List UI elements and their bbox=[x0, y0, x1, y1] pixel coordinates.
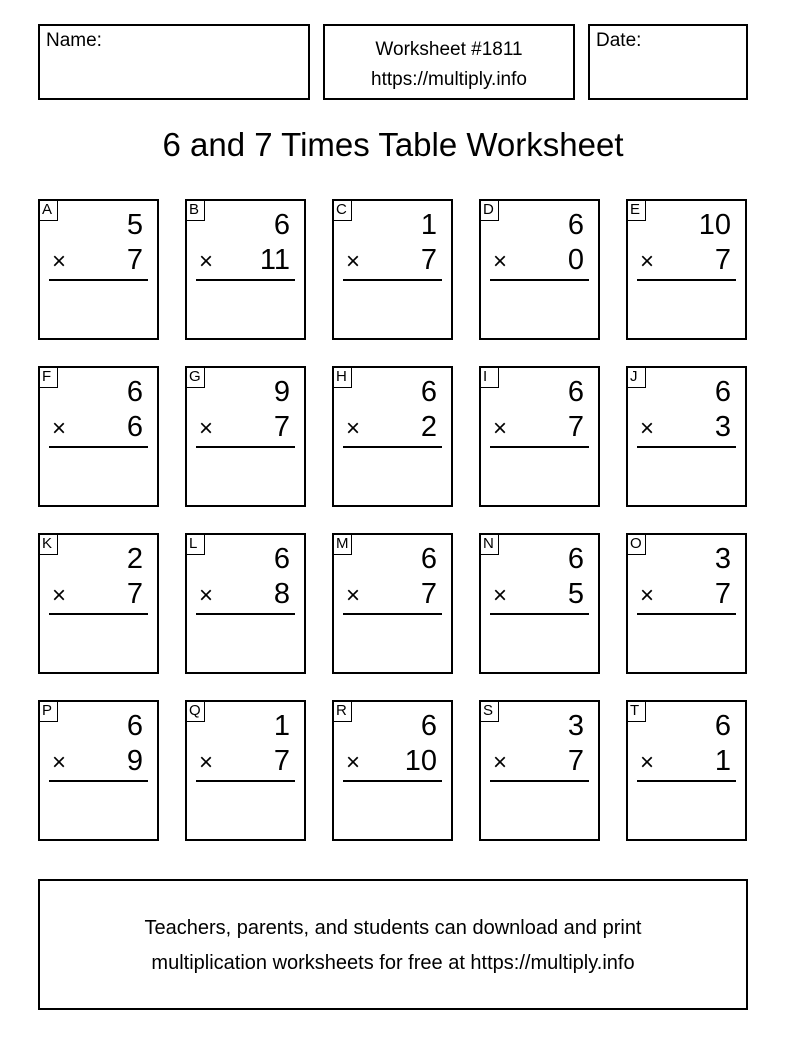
times-sign: × bbox=[52, 749, 67, 776]
times-sign: × bbox=[493, 248, 508, 275]
times-sign: × bbox=[199, 248, 214, 275]
multiplicand: 6 bbox=[273, 209, 290, 241]
multiplicand: 1 bbox=[273, 710, 290, 742]
date-label: Date: bbox=[596, 30, 642, 51]
answer-line bbox=[637, 279, 736, 281]
multiplicand: 3 bbox=[567, 710, 584, 742]
problem-card[interactable] bbox=[38, 700, 159, 841]
multiplicand: 6 bbox=[126, 710, 143, 742]
problem-letter: L bbox=[185, 533, 205, 555]
problem-card[interactable] bbox=[185, 366, 306, 507]
problem-card[interactable] bbox=[626, 700, 747, 841]
problem-letter: R bbox=[332, 700, 352, 722]
page-title: 6 and 7 Times Table Worksheet bbox=[162, 126, 624, 163]
multiplier: 8 bbox=[273, 578, 290, 610]
worksheet-number: Worksheet #1811 bbox=[375, 39, 523, 60]
multiplier: 7 bbox=[714, 578, 731, 610]
answer-line bbox=[490, 279, 589, 281]
multiplicand: 6 bbox=[567, 209, 584, 241]
times-sign: × bbox=[346, 415, 361, 442]
problem-card[interactable] bbox=[626, 199, 747, 340]
problem-card[interactable] bbox=[332, 700, 453, 841]
multiplicand: 1 bbox=[420, 209, 437, 241]
problem-letter: D bbox=[479, 199, 499, 221]
answer-line bbox=[196, 279, 295, 281]
multiplier: 10 bbox=[404, 745, 437, 777]
times-sign: × bbox=[346, 248, 361, 275]
multiplier: 7 bbox=[273, 745, 290, 777]
problem-letter: Q bbox=[185, 700, 205, 722]
times-sign: × bbox=[640, 749, 655, 776]
times-sign: × bbox=[199, 582, 214, 609]
times-sign: × bbox=[493, 415, 508, 442]
site-url: https://multiply.info bbox=[371, 69, 527, 90]
problem-letter: N bbox=[479, 533, 499, 555]
times-sign: × bbox=[493, 582, 508, 609]
times-sign: × bbox=[346, 582, 361, 609]
multiplicand: 6 bbox=[126, 376, 143, 408]
problem-card[interactable] bbox=[626, 533, 747, 674]
times-sign: × bbox=[640, 248, 655, 275]
multiplicand: 3 bbox=[714, 543, 731, 575]
worksheet-info-box bbox=[323, 24, 575, 100]
problem-letter: H bbox=[332, 366, 352, 388]
times-sign: × bbox=[640, 582, 655, 609]
answer-line bbox=[49, 279, 148, 281]
problem-card[interactable] bbox=[185, 700, 306, 841]
multiplicand: 6 bbox=[420, 543, 437, 575]
answer-line bbox=[343, 279, 442, 281]
problem-letter: S bbox=[479, 700, 499, 722]
answer-line bbox=[343, 613, 442, 615]
multiplicand: 6 bbox=[714, 376, 731, 408]
multiplicand: 2 bbox=[126, 543, 143, 575]
multiplier: 7 bbox=[273, 411, 290, 443]
times-sign: × bbox=[52, 248, 67, 275]
problem-letter: A bbox=[38, 199, 58, 221]
problem-letter: P bbox=[38, 700, 58, 722]
multiplier: 2 bbox=[420, 411, 437, 443]
multiplicand: 6 bbox=[420, 376, 437, 408]
multiplier: 3 bbox=[714, 411, 731, 443]
multiplier: 11 bbox=[259, 244, 290, 276]
date-box[interactable] bbox=[588, 24, 748, 100]
multiplier: 7 bbox=[126, 244, 143, 276]
name-label: Name: bbox=[46, 30, 102, 51]
multiplier: 6 bbox=[126, 411, 143, 443]
footer-line-2: multiplication worksheets for free at https://multiply.info bbox=[151, 952, 635, 974]
problem-card[interactable] bbox=[38, 199, 159, 340]
multiplier: 7 bbox=[420, 244, 437, 276]
answer-line bbox=[49, 613, 148, 615]
problem-card[interactable] bbox=[38, 366, 159, 507]
problem-card[interactable] bbox=[479, 366, 600, 507]
answer-line bbox=[343, 780, 442, 782]
multiplier: 7 bbox=[126, 578, 143, 610]
problem-card[interactable] bbox=[332, 199, 453, 340]
answer-line bbox=[637, 780, 736, 782]
times-sign: × bbox=[640, 415, 655, 442]
times-sign: × bbox=[346, 749, 361, 776]
footer-box bbox=[38, 879, 748, 1010]
answer-line bbox=[196, 446, 295, 448]
problem-letter: B bbox=[185, 199, 205, 221]
answer-line bbox=[490, 613, 589, 615]
times-sign: × bbox=[199, 749, 214, 776]
answer-line bbox=[637, 446, 736, 448]
problem-card[interactable] bbox=[626, 366, 747, 507]
multiplicand: 6 bbox=[273, 543, 290, 575]
problem-card[interactable] bbox=[479, 533, 600, 674]
name-box[interactable] bbox=[38, 24, 310, 100]
problem-letter: O bbox=[626, 533, 646, 555]
multiplicand: 6 bbox=[567, 543, 584, 575]
multiplicand: 6 bbox=[714, 710, 731, 742]
multiplicand: 6 bbox=[567, 376, 584, 408]
problem-card[interactable] bbox=[479, 199, 600, 340]
answer-line bbox=[49, 780, 148, 782]
answer-line bbox=[343, 446, 442, 448]
multiplicand: 6 bbox=[420, 710, 437, 742]
problem-card[interactable] bbox=[185, 199, 306, 340]
times-sign: × bbox=[52, 415, 67, 442]
answer-line bbox=[196, 780, 295, 782]
times-sign: × bbox=[52, 582, 67, 609]
footer-line-1: Teachers, parents, and students can download and print bbox=[144, 917, 642, 939]
times-sign: × bbox=[199, 415, 214, 442]
problem-letter: E bbox=[626, 199, 646, 221]
problem-card[interactable] bbox=[332, 366, 453, 507]
multiplier: 9 bbox=[126, 745, 143, 777]
multiplicand: 10 bbox=[698, 209, 731, 241]
multiplier: 7 bbox=[567, 745, 584, 777]
problem-letter: M bbox=[332, 533, 352, 555]
multiplier: 7 bbox=[567, 411, 584, 443]
multiplier: 1 bbox=[714, 745, 731, 777]
answer-line bbox=[490, 446, 589, 448]
multiplier: 0 bbox=[567, 244, 584, 276]
problem-card[interactable] bbox=[479, 700, 600, 841]
times-sign: × bbox=[493, 749, 508, 776]
answer-line bbox=[49, 446, 148, 448]
problem-letter: I bbox=[479, 366, 499, 388]
answer-line bbox=[490, 780, 589, 782]
multiplier: 7 bbox=[420, 578, 437, 610]
multiplicand: 9 bbox=[273, 376, 290, 408]
problem-letter: K bbox=[38, 533, 58, 555]
problem-letter: T bbox=[626, 700, 646, 722]
multiplicand: 5 bbox=[126, 209, 143, 241]
problem-letter: C bbox=[332, 199, 352, 221]
multiplier: 5 bbox=[567, 578, 584, 610]
answer-line bbox=[196, 613, 295, 615]
multiplier: 7 bbox=[714, 244, 731, 276]
problem-letter: J bbox=[626, 366, 646, 388]
problem-letter: F bbox=[38, 366, 58, 388]
problem-card[interactable] bbox=[332, 533, 453, 674]
problem-card[interactable] bbox=[185, 533, 306, 674]
problem-card[interactable] bbox=[38, 533, 159, 674]
problem-letter: G bbox=[185, 366, 205, 388]
answer-line bbox=[637, 613, 736, 615]
